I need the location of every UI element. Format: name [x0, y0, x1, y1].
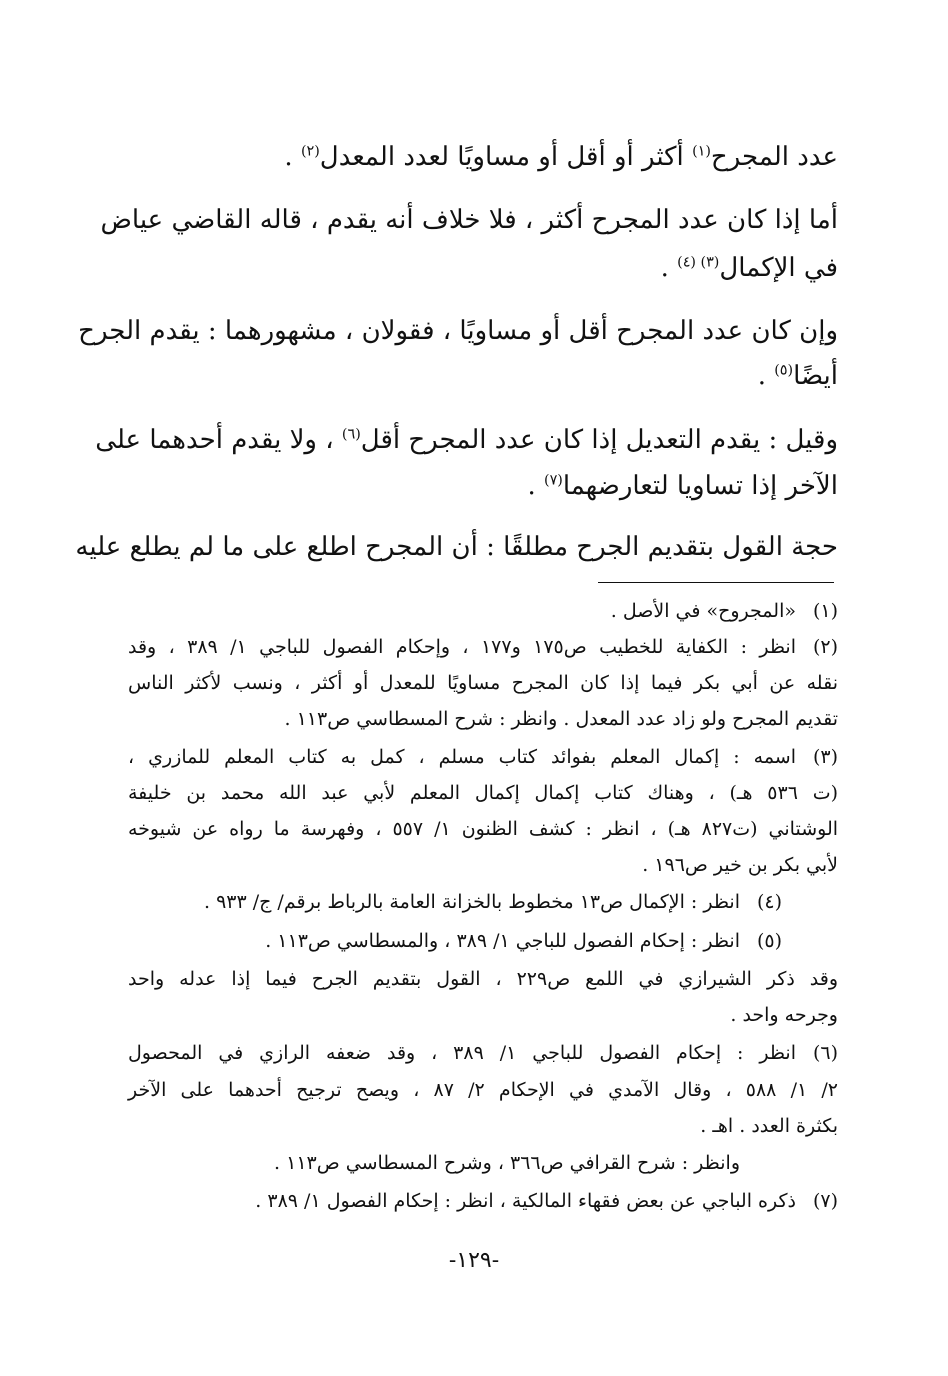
- footnote-separator: [598, 582, 834, 583]
- text-line: في الإكمال$^{(٣) (٤)}$ .: [660, 253, 838, 283]
- text-line: وقيل : يقدم التعديل إذا كان عدد المجرح أقل$^{(٦)}$ ، ولا يقدم أحدهما على: [95, 425, 838, 455]
- footnote-number: (٦): [812, 1042, 838, 1064]
- text-line: وإن كان عدد المجرح أقل أو مساويًا ، فقولان ، مشهورهما : يقدم الجرح: [78, 316, 838, 346]
- footnote-ref: (٢): [300, 143, 320, 160]
- footnote-number: (٤): [756, 891, 782, 913]
- book-page: عدد المجرح$^{(١)}$ أكثر أو أقل أو مساويًا لعدد المعدل$^{(٢)}$ . أما إذا كان عدد المجرح أكثر ، فلا خلاف أنه يقدم ، قاله القاضي عياض في الإكمال$^{(٣) (٤)}$ . وإن كان عدد المجرح أقل أو مساويًا ، فقولان ، مشهورهما : يقدم الجرح أيضًا$^{(٥)}$ . وقيل : يقدم التعديل إذا كان عدد المجرح أقل$^{(٦)}$ ، ولا يقدم أحدهما على الآخر إذا تساويا لتعارضهما$^{(٧)}$ . حجة القول بتقديم الجرح مطلقًا : أن المجرح اطلع على ما لم يطلع عليه (١) «المجروح» في الأصل . (٢) انظر : الكفاية للخطيب ص١٧٥ و١٧٧ ، وإحكام الفصول للباجي ١/ ٣٨٩ ، وقد نقله عن أبي بكر فيما إذا كان المجرح مساويًا للمعدل أو أكثر ، ونسب لأكثر الناس تقديم المجرح ولو زاد عدد المعدل . وانظر : شرح المسطاسي ص١١٣ . (٣) اسمه : إكمال المعلم بفوائد كتاب مسلم ، كمل به كتاب المعلم للمازري ، (ت ٥٣٦ هـ) ، وهناك كتاب إكمال إكمال المعلم لأبي عبد الله محمد بن خليفة الوشتاني (ت٨٢٧ هـ) ، انظر : كشف الظنون ١/ ٥٥٧ ، وفهرسة ما رواه عن شيوخه لأبي بكر بن خير ص١٩٦ . (٤) انظر : الإكمال ص١٣ مخطوط بالخزانة العامة بالرباط برقم/ ج/ ٩٣٣ . (٥) انظر : إحكام الفصول للباجي ١/ ٣٨٩ ، والمسطاسي ص١١٣ . وقد ذكر الشيرازي في اللمع ص٢٢٩ ، القول بتقديم الجرح فيما إذا عدله واحد وجرحه واحد . (٦) انظر : إحكام الفصول للباجي ١/ ٣٨٩ ، وقد ضعفه الرازي في المحصول ٢/ ١/ ٥٨٨ ، وقال الآمدي في الإحكام ٢/ ٨٧ ، ويصح ترجيح أحدهما على الآخر بكثرة العدد . اهـ . وانظر : شرح القرافي ص٣٦٦ ، وشرح المسطاسي ص١١٣ . (٧) ذكره الباجي عن بعض فقهاء المالكية ، انظر : إحكام الفصول ١/ ٣٨٩ . -١٢٩-: [0, 0, 948, 1376]
- footnote-number: (٧): [812, 1190, 838, 1212]
- footnote-number: (١): [812, 600, 838, 622]
- text-line: أما إذا كان عدد المجرح أكثر ، فلا خلاف أنه يقدم ، قاله القاضي عياض: [100, 205, 838, 235]
- text-line: الآخر إذا تساويا لتعارضهما$^{(٧)}$ .: [527, 471, 838, 501]
- footnote-ref: (٦): [341, 426, 361, 443]
- footnote-number: (٥): [756, 930, 782, 952]
- footnote-ref: (١): [692, 143, 711, 160]
- text-line: حجة القول بتقديم الجرح مطلقًا : أن المجرح اطلع على ما لم يطلع عليه: [75, 532, 838, 562]
- footnote-ref: (٧): [543, 472, 563, 489]
- text-line: أيضًا$^{(٥)}$ .: [757, 361, 838, 391]
- footnote-number: (٢): [812, 636, 838, 658]
- footnote-ref: (٣) (٤): [677, 254, 720, 271]
- text-line: عدد المجرح$^{(١)}$ أكثر أو أقل أو مساويًا لعدد المعدل$^{(٢)}$ .: [284, 142, 838, 172]
- footnote-number: (٣): [812, 746, 838, 768]
- page-number: -١٢٩-: [448, 1248, 500, 1273]
- footnote-ref: (٥): [774, 362, 794, 379]
